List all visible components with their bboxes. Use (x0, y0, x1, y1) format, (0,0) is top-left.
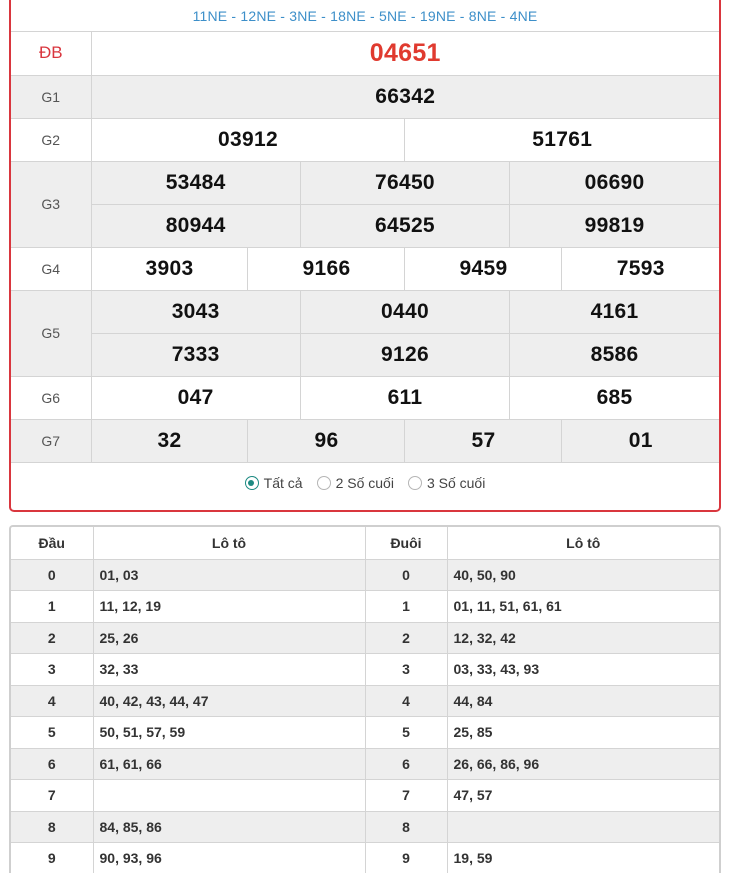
dau-digit: 6 (11, 748, 93, 780)
prize-number-g3: 64525 (300, 204, 509, 247)
prize-number-db: 04651 (91, 32, 719, 75)
prize-number-g6: 611 (300, 376, 509, 419)
loto-table-container (9, 525, 721, 873)
prize-number-g5: 3043 (91, 290, 300, 333)
duoi-loto-values: 26, 66, 86, 96 (447, 748, 719, 780)
header-duoi: Đuôi (365, 527, 447, 559)
dau-loto-values: 61, 61, 66 (93, 748, 365, 780)
prize-number-g1: 66342 (91, 75, 719, 118)
radio-unchecked-icon[interactable] (317, 476, 331, 490)
prize-number-g5: 7333 (91, 333, 300, 376)
dau-loto-values: 84, 85, 86 (93, 811, 365, 843)
table-row (11, 748, 719, 780)
prize-row-g1 (11, 75, 719, 118)
duoi-loto-values (447, 811, 719, 843)
dau-digit: 9 (11, 843, 93, 873)
prize-number-g5: 4161 (510, 290, 719, 333)
prize-number-g3: 80944 (91, 204, 300, 247)
digit-filter-group (11, 463, 719, 504)
prize-number-g4: 7593 (562, 247, 719, 290)
prize-number-g3: 53484 (91, 161, 300, 204)
filter-last3-label: 3 Số cuối (426, 475, 486, 491)
prize-row-db (11, 32, 719, 75)
dau-digit: 7 (11, 780, 93, 812)
filter-all-option[interactable] (245, 475, 303, 491)
dau-loto-values: 11, 12, 19 (93, 591, 365, 623)
prize-number-g4: 3903 (91, 247, 248, 290)
table-row (11, 591, 719, 623)
table-row (11, 654, 719, 686)
radio-checked-icon[interactable] (245, 476, 259, 490)
prize-number-g5: 8586 (510, 333, 719, 376)
dau-loto-values: 40, 42, 43, 44, 47 (93, 685, 365, 717)
prize-row-g3 (11, 204, 719, 247)
dau-digit: 0 (11, 559, 93, 591)
prize-label-g4: G4 (11, 247, 91, 290)
loto-body (11, 559, 719, 873)
duoi-digit: 6 (365, 748, 447, 780)
duoi-loto-values: 01, 11, 51, 61, 61 (447, 591, 719, 623)
filter-all-label: Tất cả (263, 475, 303, 491)
prize-row-g3 (11, 161, 719, 204)
table-row (11, 843, 719, 873)
prize-number-g3: 76450 (300, 161, 509, 204)
header-loto: Lô tô (447, 527, 719, 559)
dau-loto-values: 90, 93, 96 (93, 843, 365, 873)
dau-loto-values: 50, 51, 57, 59 (93, 717, 365, 749)
dau-loto-values (93, 780, 365, 812)
prize-label-g7: G7 (11, 419, 91, 462)
prize-label-g1: G1 (11, 75, 91, 118)
prize-row-g7 (11, 419, 719, 462)
header-loto: Lô tô (93, 527, 365, 559)
duoi-loto-values: 40, 50, 90 (447, 559, 719, 591)
filter-last3-option[interactable] (408, 475, 485, 491)
prize-row-g2 (11, 118, 719, 161)
duoi-loto-values: 44, 84 (447, 685, 719, 717)
results-card (9, 0, 721, 512)
prize-label-g6: G6 (11, 376, 91, 419)
duoi-digit: 1 (365, 591, 447, 623)
draw-codes: 11NE - 12NE - 3NE - 18NE - 5NE - 19NE - 8NE - 4NE (11, 0, 719, 32)
prize-number-g4: 9459 (405, 247, 562, 290)
prize-number-g6: 685 (510, 376, 719, 419)
dau-digit: 5 (11, 717, 93, 749)
prize-row-g6 (11, 376, 719, 419)
dau-digit: 1 (11, 591, 93, 623)
prize-number-g7: 32 (91, 419, 248, 462)
dau-loto-values: 32, 33 (93, 654, 365, 686)
duoi-digit: 0 (365, 559, 447, 591)
filter-last2-label: 2 Số cuối (335, 475, 394, 491)
prize-number-g5: 0440 (300, 290, 509, 333)
duoi-loto-values: 47, 57 (447, 780, 719, 812)
dau-loto-values: 25, 26 (93, 622, 365, 654)
dau-digit: 8 (11, 811, 93, 843)
loto-table (11, 527, 719, 873)
header-dau: Đầu (11, 527, 93, 559)
duoi-digit: 7 (365, 780, 447, 812)
dau-loto-values: 01, 03 (93, 559, 365, 591)
table-row (11, 622, 719, 654)
prize-number-g6: 047 (91, 376, 300, 419)
table-row (11, 811, 719, 843)
prize-number-g7: 96 (248, 419, 405, 462)
prize-row-g5 (11, 290, 719, 333)
prize-label-g5: G5 (11, 290, 91, 376)
prize-number-g4: 9166 (248, 247, 405, 290)
dau-digit: 4 (11, 685, 93, 717)
prize-number-g2: 51761 (405, 118, 719, 161)
radio-unchecked-icon[interactable] (408, 476, 422, 490)
prize-label-g2: G2 (11, 118, 91, 161)
prize-number-g3: 06690 (510, 161, 719, 204)
duoi-loto-values: 12, 32, 42 (447, 622, 719, 654)
prize-label-g3: G3 (11, 161, 91, 247)
duoi-digit: 8 (365, 811, 447, 843)
table-row (11, 780, 719, 812)
duoi-digit: 4 (365, 685, 447, 717)
prize-row-g4 (11, 247, 719, 290)
prize-number-g2: 03912 (91, 118, 405, 161)
duoi-digit: 5 (365, 717, 447, 749)
prize-number-g5: 9126 (300, 333, 509, 376)
prize-number-g7: 57 (405, 419, 562, 462)
duoi-loto-values: 03, 33, 43, 93 (447, 654, 719, 686)
duoi-digit: 9 (365, 843, 447, 873)
table-row (11, 717, 719, 749)
dau-digit: 3 (11, 654, 93, 686)
loto-header-row (11, 527, 719, 559)
prize-label-db: ĐB (11, 32, 91, 75)
duoi-digit: 2 (365, 622, 447, 654)
prize-row-g5 (11, 333, 719, 376)
duoi-loto-values: 25, 85 (447, 717, 719, 749)
dau-digit: 2 (11, 622, 93, 654)
table-row (11, 685, 719, 717)
prize-number-g3: 99819 (510, 204, 719, 247)
results-table (11, 32, 719, 463)
duoi-loto-values: 19, 59 (447, 843, 719, 873)
prize-number-g7: 01 (562, 419, 719, 462)
duoi-digit: 3 (365, 654, 447, 686)
filter-last2-option[interactable] (317, 475, 394, 491)
table-row (11, 559, 719, 591)
